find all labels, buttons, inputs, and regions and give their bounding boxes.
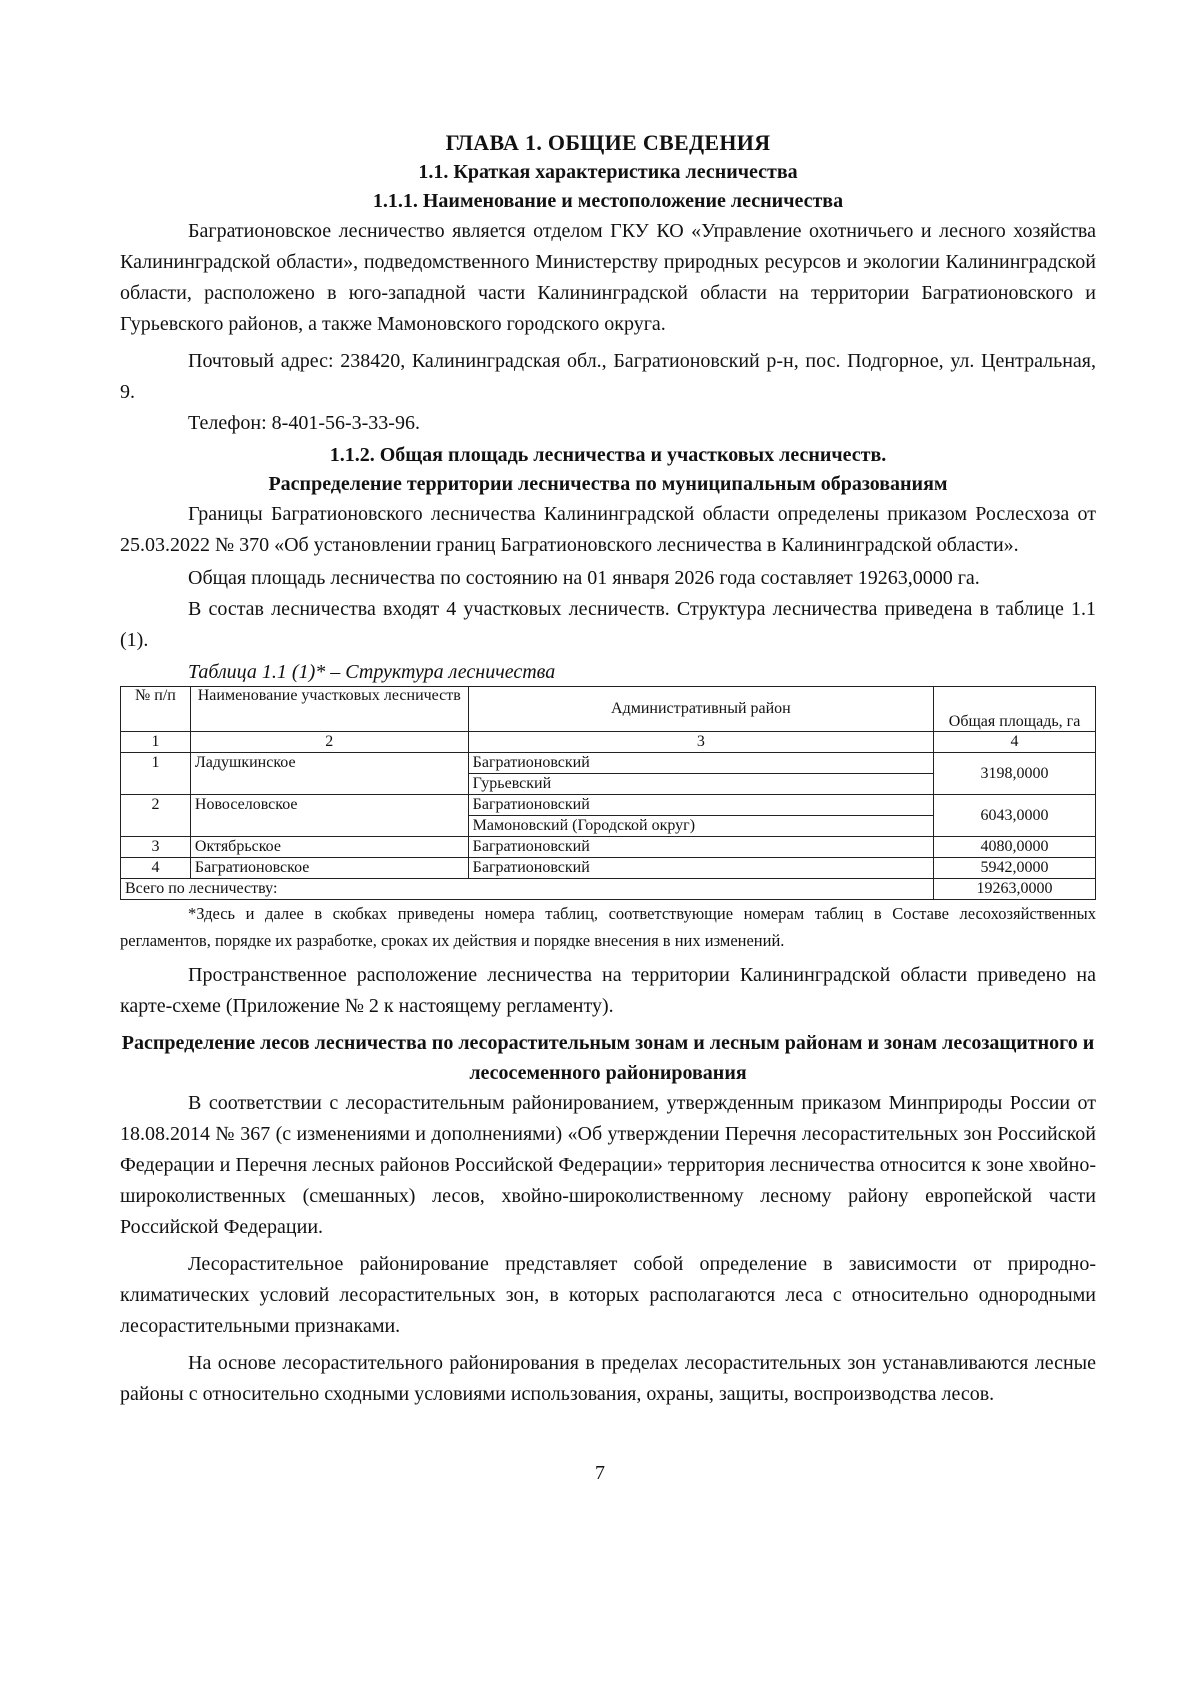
section-heading-1-1-2-sub: Распределение территории лесничества по муниципальным образованиям: [268, 473, 948, 495]
district-name: Багратионовский: [468, 858, 933, 879]
area-value: 3198,0000: [934, 753, 1096, 795]
district-name: Мамоновский (Городской округ): [468, 816, 933, 837]
section-heading-1-1-1: 1.1.1. Наименование и местоположение лесничества: [372, 190, 844, 212]
section-heading-1-1: 1.1. Краткая характеристика лесничества: [418, 161, 798, 183]
forestry-name: Октябрьское: [190, 837, 468, 858]
page-number: 7: [595, 1462, 605, 1484]
forestry-name: Новоселовское: [190, 795, 468, 837]
column-number: 4: [934, 732, 1096, 753]
column-number-row: [121, 732, 1096, 753]
row-number: 2: [121, 795, 191, 837]
district-name: Багратионовский: [468, 795, 933, 816]
column-number: 3: [468, 732, 933, 753]
district-name: Багратионовский: [468, 837, 933, 858]
page-content: [120, 128, 1096, 1410]
paragraph-structure: В состав лесничества входят 4 участковых лесничеств. Структура лесничества приведена в таблице 1.1 (1).: [120, 598, 1096, 651]
header-area: Общая площадь, га: [934, 687, 1096, 732]
header-number: № п/п: [121, 687, 191, 732]
district-name: Багратионовский: [468, 753, 933, 774]
paragraph-forest-regions: На основе лесорастительного районирования в пределах лесорастительных зон устанавливаются лесные районы с относительно сходными условиями использования, охраны, защиты, воспроизводства лесов.: [120, 1352, 1096, 1405]
distribution-heading: Распределение лесов лесничества по лесорастительным зонам и лесным районам и зонам лесозащитного и лесосеменного районирования: [121, 1032, 1095, 1084]
row-number: 4: [121, 858, 191, 879]
area-value: 6043,0000: [934, 795, 1096, 837]
section-heading-1-1-2: 1.1.2. Общая площадь лесничества и участковых лесничеств.: [329, 444, 887, 466]
chapter-title: ГЛАВА 1. ОБЩИЕ СВЕДЕНИЯ: [445, 130, 771, 155]
table-footnote: *Здесь и далее в скобках приведены номера таблиц, соответствующие номерам таблиц в Составе лесохозяйственных регламентов, порядке их разработке, сроках их действия и порядке внесения в них изменений.: [120, 904, 1096, 950]
paragraph-zoning-definition: Лесорастительное районирование представляет собой определение в зависимости от природно-климатических условий лесорастительных зон, в которых располагаются леса с относительно однородными лесорастительными признаками.: [120, 1253, 1096, 1337]
column-number: 1: [121, 732, 191, 753]
table-caption: Таблица 1.1 (1)* – Структура лесничества: [188, 661, 556, 683]
header-name: Наименование участковых лесничеств: [190, 687, 468, 732]
table-row: [121, 795, 1096, 816]
column-number: 2: [190, 732, 468, 753]
table-total-row: [121, 879, 1096, 900]
paragraph-spatial: Пространственное расположение лесничества на территории Калининградской области приведено на карте-схеме (Приложение № 2 к настоящему регламенту).: [120, 964, 1096, 1017]
forestry-name: Багратионовское: [190, 858, 468, 879]
paragraph-borders: Границы Багратионовского лесничества Калининградской области определены приказом Рослесхоза от 25.03.2022 № 370 «Об установлении границ Багратионовского лесничества в Калининградской области».: [120, 503, 1096, 556]
paragraph-address: Почтовый адрес: 238420, Калининградская обл., Багратионовский р-н, пос. Подгорное, ул. Центральная, 9.: [120, 350, 1096, 403]
area-value: 4080,0000: [934, 837, 1096, 858]
district-name: Гурьевский: [468, 774, 933, 795]
forestry-name: Ладушкинское: [190, 753, 468, 795]
table-row: [121, 858, 1096, 879]
paragraph-zoning: В соответствии с лесорастительным районированием, утвержденным приказом Минприроды России от 18.08.2014 № 367 (с изменениями и дополнениями) «Об утверждении Перечня лесорастительных зон Российской Федерации и Перечня лесных районов Российской Федерации» территория лесничества относится к зоне хвойно-широколиственных (смешанных) лесов, хвойно-широколиственному лесному району европейской части Российской Федерации.: [120, 1092, 1096, 1238]
row-number: 1: [121, 753, 191, 795]
total-value: 19263,0000: [934, 879, 1096, 900]
area-value: 5942,0000: [934, 858, 1096, 879]
total-label: Всего по лесничеству:: [121, 879, 934, 900]
paragraph-description: Багратионовское лесничество является отделом ГКУ КО «Управление охотничьего и лесного хозяйства Калининградской области», подведомственного Министерству природных ресурсов и экологии Калининградской области, расположено в юго-западной части Калининградской области на территории Багратионовского и Гурьевского районов, а также Мамоновского городского округа.: [120, 220, 1096, 335]
table-row: [121, 837, 1096, 858]
paragraph-phone: Телефон: 8-401-56-3-33-96.: [188, 412, 420, 434]
table-row: [121, 753, 1096, 774]
header-district: Административный район: [468, 687, 933, 732]
row-number: 3: [121, 837, 191, 858]
structure-table: [120, 686, 1096, 900]
paragraph-area: Общая площадь лесничества по состоянию на 01 января 2026 года составляет 19263,0000 га.: [188, 567, 980, 589]
table-header-row: [121, 687, 1096, 732]
